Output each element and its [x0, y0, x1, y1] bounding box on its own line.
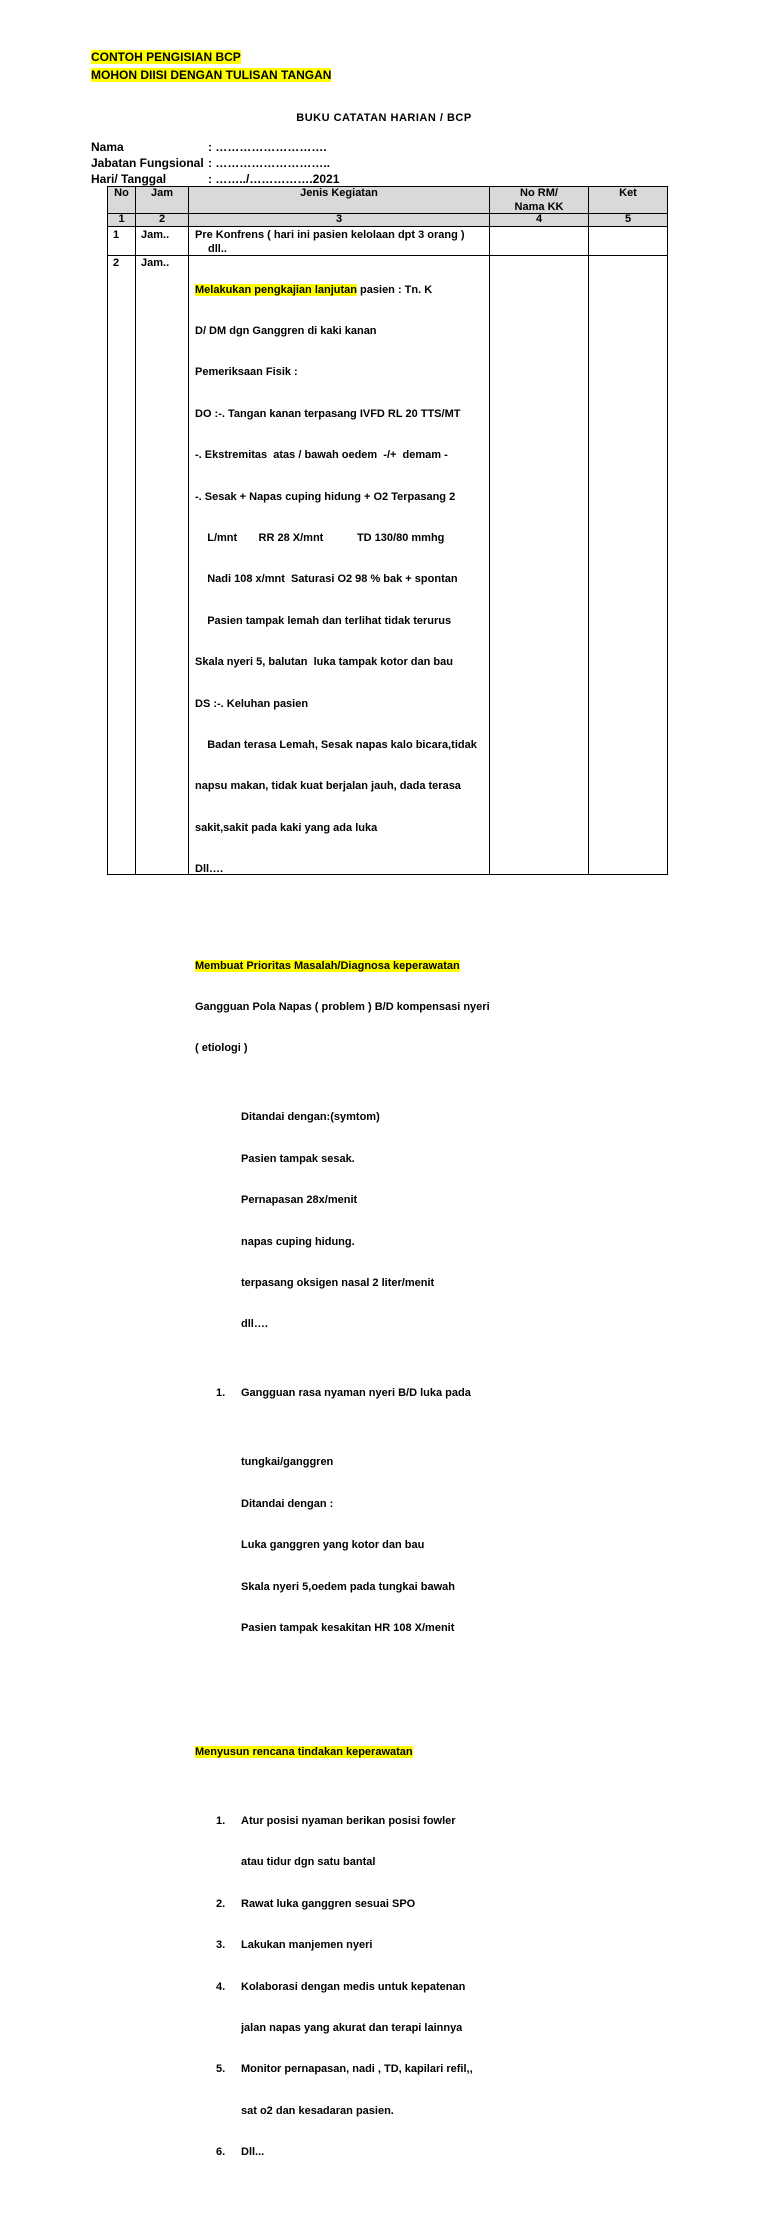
field-label: Hari/ Tanggal — [91, 172, 167, 186]
table-border — [489, 186, 490, 875]
diagnosis-item-1 — [195, 1387, 487, 1401]
text-line: Dll…. — [195, 863, 224, 876]
field-label: Jabatan Fungsional — [91, 156, 204, 170]
text-line: Ditandai dengan : — [241, 1497, 334, 1510]
row2-no: 2 — [113, 257, 120, 269]
list-number: 4. — [216, 1980, 226, 1993]
table-border — [188, 186, 189, 875]
document-title: BUKU CATATAN HARIAN / BCP — [296, 112, 472, 124]
col-number: 3 — [335, 213, 343, 225]
header-ket: Ket — [619, 187, 637, 199]
text-line: Gangguan rasa nyaman nyeri B/D luka pada — [241, 1387, 471, 1400]
text-line: sat o2 dan kesadaran pasien. — [241, 2104, 394, 2117]
highlighted-heading: Melakukan pengkajian lanjutan — [195, 283, 357, 296]
list-number: 1. — [216, 1387, 226, 1400]
table-border — [667, 186, 668, 875]
text-line: Nadi 108 x/mnt Saturasi O2 98 % bak + spontan — [195, 573, 458, 586]
col-number: 2 — [158, 213, 166, 225]
section-pengkajian-heading — [195, 284, 487, 298]
text-line: Pre Konfrens ( hari ini pasien kelolaan dpt 3 orang ) — [195, 229, 465, 241]
text-line: Dll... — [241, 2146, 265, 2159]
text-line: Luka ganggren yang kotor dan bau — [241, 1539, 425, 1552]
text-line: Pasien tampak kesakitan HR 108 X/menit — [241, 1621, 455, 1634]
diagnosis-item-1-details — [195, 1429, 487, 1664]
text-line: Pernapasan 28x/menit — [241, 1194, 358, 1207]
plan-item — [216, 2146, 487, 2160]
row1-no: 1 — [113, 229, 120, 241]
field-jabatan — [91, 156, 330, 170]
note-line-1: CONTOH PENGISIAN BCP — [91, 50, 241, 64]
heading-rest: pasien : Tn. K — [357, 283, 433, 296]
plan-item — [216, 1981, 487, 1995]
symptom-list — [195, 1084, 487, 1360]
row2-jam: Jam.. — [141, 257, 170, 269]
text-line: tungkai/ganggren — [241, 1456, 334, 1469]
header-jam: Jam — [150, 187, 174, 199]
list-number: 3. — [216, 1939, 226, 1952]
field-label: Nama — [91, 140, 124, 154]
field-value: : ………………………. — [208, 140, 327, 154]
text-line: napas cuping hidung. — [241, 1235, 355, 1248]
text-line: -. Ekstremitas atas / bawah oedem -/+ demam - — [195, 449, 448, 462]
plan-item — [216, 2063, 487, 2077]
plan-item — [216, 1815, 487, 1829]
text-line: Lakukan manjemen nyeri — [241, 1939, 373, 1952]
field-value: : ……../…………….2021 — [208, 172, 340, 186]
text-line: dll.. — [208, 242, 227, 255]
text-line: sakit,sakit pada kaki yang ada luka — [195, 821, 378, 834]
table-border — [588, 186, 589, 875]
text-line: Pasien tampak sesak. — [241, 1152, 355, 1165]
field-value: : ……………………….. — [208, 156, 330, 170]
text-line: atau tidur dgn satu bantal — [241, 1856, 376, 1869]
highlighted-heading: Menyusun rencana tindakan keperawatan — [195, 1746, 413, 1759]
top-notes — [91, 48, 331, 84]
text-line: Kolaborasi dengan medis untuk kepatenan — [241, 1980, 466, 1993]
field-nama — [91, 140, 327, 154]
text-line: L/mnt RR 28 X/mnt TD 130/80 mmhg — [195, 531, 445, 544]
row1-kegiatan — [195, 229, 487, 257]
section-rencana-heading — [195, 1746, 487, 1760]
text-line: -. Sesak + Napas cuping hidung + O2 Terpasang 2 — [195, 490, 456, 503]
plan-item — [216, 1898, 487, 1912]
note-line-2: MOHON DIISI DENGAN TULISAN TANGAN — [91, 68, 332, 82]
row2-kegiatan — [195, 256, 490, 2215]
header-jenis-kegiatan: Jenis Kegiatan — [300, 187, 378, 199]
text-line: ( etiologi ) — [195, 1042, 248, 1055]
text-line: Atur posisi nyaman berikan posisi fowler — [241, 1815, 456, 1828]
col-number: 1 — [118, 213, 125, 225]
text-line: Monitor pernapasan, nadi , TD, kapilari refil,, — [241, 2063, 473, 2076]
text-line: D/ DM dgn Ganggren di kaki kanan — [195, 324, 377, 337]
text-line: terpasang oksigen nasal 2 liter/menit — [241, 1276, 435, 1289]
text-line: Pasien tampak lemah dan terlihat tidak terurus — [195, 614, 452, 627]
list-number: 1. — [216, 1815, 226, 1828]
text-line: Badan terasa Lemah, Sesak napas kalo bicara,tidak — [195, 738, 477, 751]
header-no-rm-line2: Nama KK — [514, 200, 564, 213]
field-tanggal — [91, 172, 339, 186]
header-no-rm — [490, 187, 588, 215]
list-number: 5. — [216, 2063, 226, 2076]
highlighted-heading: Membuat Prioritas Masalah/Diagnosa keperawatan — [195, 959, 460, 972]
header-no: No — [114, 187, 129, 199]
section-diagnosa-heading — [195, 960, 487, 974]
table-border — [135, 186, 136, 875]
text-line: dll…. — [241, 1318, 268, 1331]
plan-item — [216, 1939, 487, 1953]
text-line: DO :-. Tangan kanan terpasang IVFD RL 20 TTS/MT — [195, 407, 461, 420]
col-number: 5 — [624, 213, 632, 225]
plan-list — [195, 1787, 487, 2187]
header-no-rm-line1: No RM/ — [520, 187, 558, 199]
text-line: DS :-. Keluhan pasien — [195, 697, 309, 710]
text-line: Rawat luka ganggren sesuai SPO — [241, 1897, 416, 1910]
list-number: 6. — [216, 2146, 226, 2159]
text-line: Skala nyeri 5,oedem pada tungkai bawah — [241, 1580, 455, 1593]
text-line: Gangguan Pola Napas ( problem ) B/D kompensasi nyeri — [195, 1001, 490, 1014]
row1-jam: Jam.. — [141, 229, 170, 241]
text-line: jalan napas yang akurat dan terapi lainnya — [241, 2022, 463, 2034]
table-border — [107, 186, 108, 875]
text-line: Skala nyeri 5, balutan luka tampak kotor dan bau — [195, 656, 453, 669]
col-number: 4 — [535, 213, 543, 225]
text-line: Ditandai dengan:(symtom) — [241, 1111, 380, 1124]
list-number: 2. — [216, 1897, 226, 1910]
text-line: Pemeriksaan Fisik : — [195, 366, 298, 379]
text-line: napsu makan, tidak kuat berjalan jauh, dada terasa — [195, 780, 461, 793]
